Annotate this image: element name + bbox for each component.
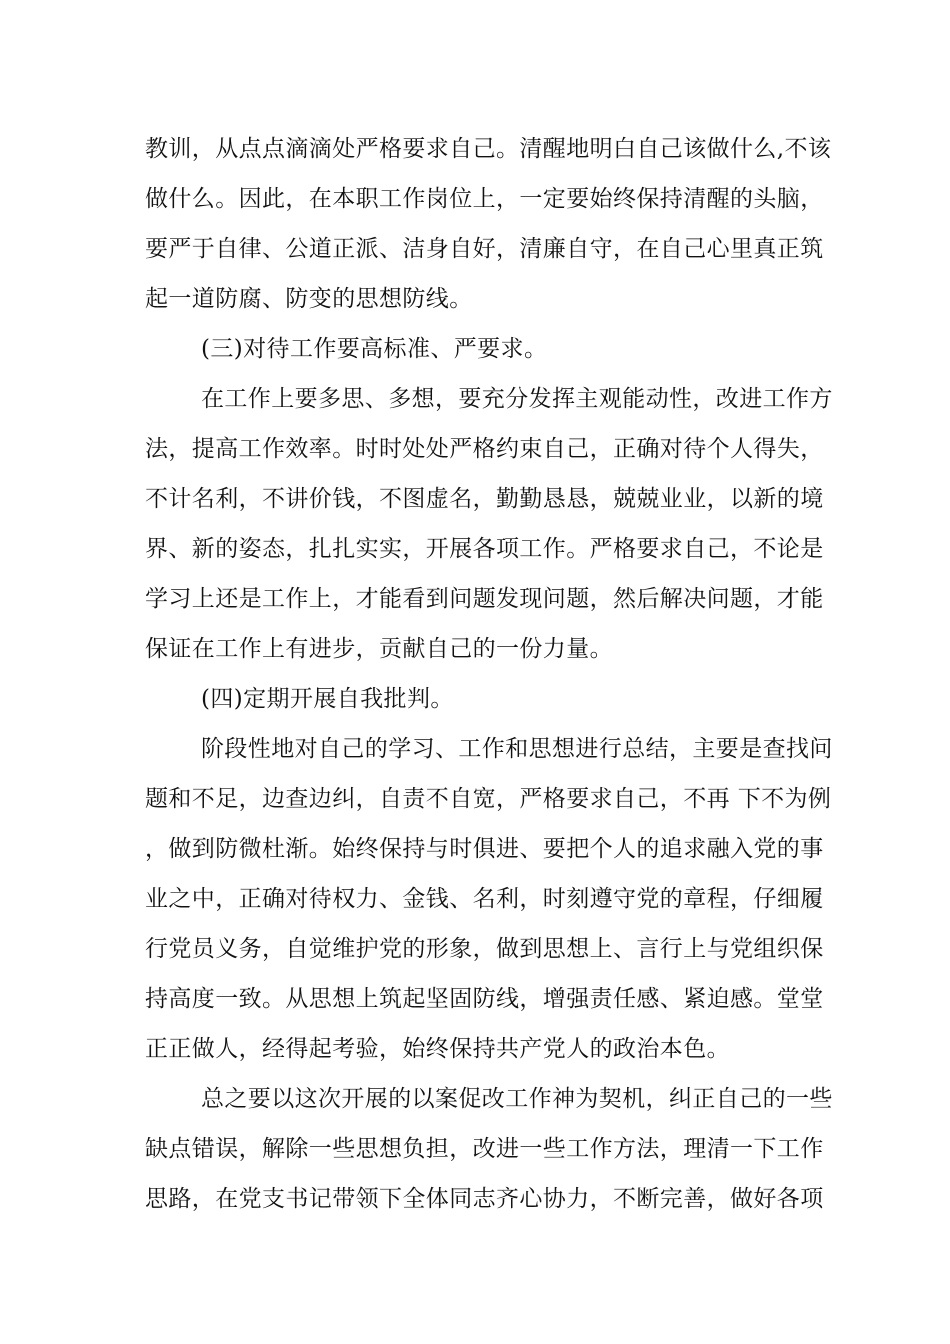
text-line: 教训，从点点滴滴处严格要求自己。清醒地明白自己该做什么,不该 xyxy=(145,136,832,162)
text-line: 思路，在党支书记带领下全体同志齐心协力，不断完善，做好各项 xyxy=(145,1186,824,1212)
section-heading: (四)定期开展自我批判。 xyxy=(201,686,454,712)
text-line: 行党员义务，自觉维护党的形象，做到思想上、言行上与党组织保 xyxy=(145,936,824,962)
text-line: ，做到防微杜渐。始终保持与时俱进、要把个人的追求融入党的事 xyxy=(145,836,824,862)
text-line: 业之中，正确对待权力、金钱、名利，时刻遵守党的章程，仔细履 xyxy=(145,886,824,912)
text-line: 学习上还是工作上，才能看到问题发现问题，然后解决问题，才能 xyxy=(145,586,824,612)
text-line: 起一道防腐、防变的思想防线。 xyxy=(145,286,473,312)
text-line: 要严于自律、公道正派、洁身自好，清廉自守，在自己心里真正筑 xyxy=(145,236,824,262)
section-heading: (三)对待工作要高标准、严要求。 xyxy=(201,336,548,362)
text-line: 总之要以这次开展的以案促改工作神为契机，纠正自己的一些 xyxy=(201,1086,833,1112)
text-line: 缺点错误，解除一些思想负担，改进一些工作方法，理清一下工作 xyxy=(145,1136,824,1162)
text-line: 做什么。因此，在本职工作岗位上，一定要始终保持清醒的头脑， xyxy=(145,186,824,212)
text-line: 阶段性地对自己的学习、工作和思想进行总结，主要是查找问 xyxy=(201,736,833,762)
text-line: 不计名利，不讲价钱，不图虚名，勤勤恳恳，兢兢业业，以新的境 xyxy=(145,486,824,512)
text-line: 题和不足，边查边纠，自责不自宽，严格要求自己，不再 下不为例 xyxy=(145,786,832,812)
text-line: 持高度一致。从思想上筑起坚固防线，增强责任感、紧迫感。堂堂 xyxy=(145,986,824,1012)
text-line: 正正做人，经得起考验，始终保持共产党人的政治本色。 xyxy=(145,1036,730,1062)
text-line: 法，提高工作效率。时时处处严格约束自己，正确对待个人得失， xyxy=(145,436,824,462)
text-line: 在工作上要多思、多想，要充分发挥主观能动性，改进工作方 xyxy=(201,386,833,412)
text-line: 界、新的姿态，扎扎实实，开展各项工作。严格要求自己，不论是 xyxy=(145,536,824,562)
text-line: 保证在工作上有进步，贡献自己的一份力量。 xyxy=(145,636,613,662)
